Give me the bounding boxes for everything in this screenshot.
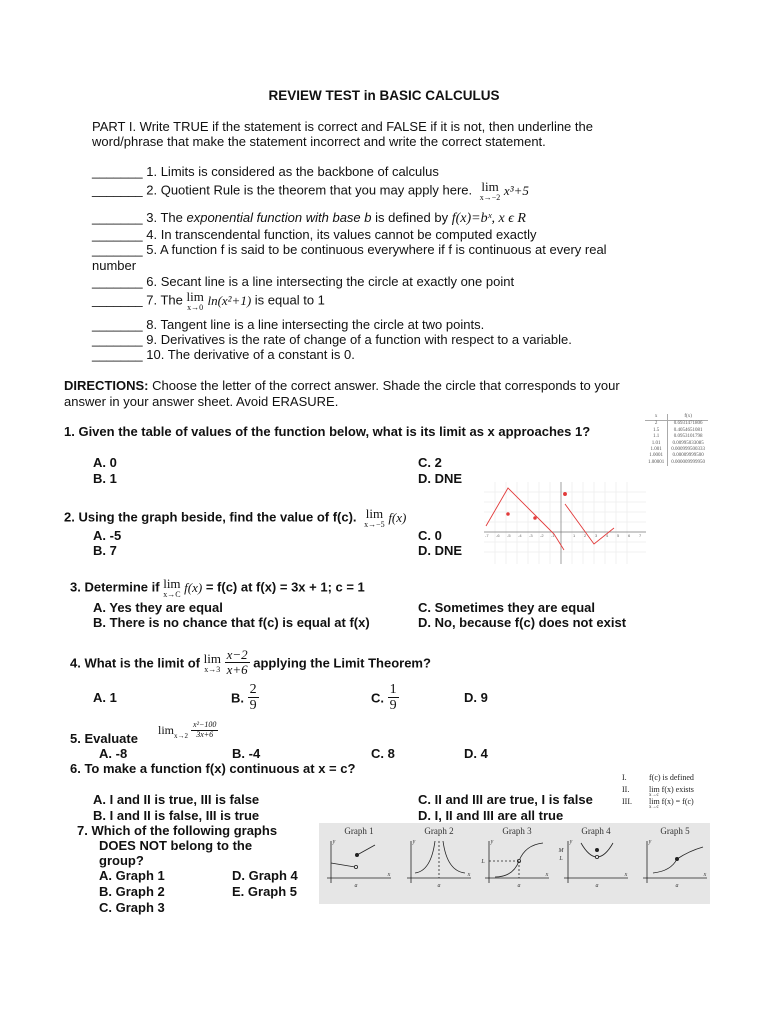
graph-tick-label: -5 [507,533,511,538]
svg-text:y: y [569,839,573,845]
q2-option-c[interactable]: C. 0 [418,528,442,543]
svg-text:y: y [332,839,336,845]
q1-option-c[interactable]: C. 2 [418,455,442,470]
question-1: 1. Given the table of values of the function below, what is its limit as x approaches 1? [64,424,591,439]
q7-option-e[interactable]: E. Graph 5 [232,884,298,899]
graph-point [564,493,567,496]
svg-text:y: y [648,839,652,845]
q3-option-d[interactable]: D. No, because f(c) does not exist [418,615,627,630]
graphs-panel [319,823,710,904]
statement-3: _______ 3. The exponential function with base b is defined by f(x)=bˣ, x ϵ R [92,210,526,226]
table-header-x: x [645,414,668,421]
statement-5: _______ 5. A function f is said to be continuous everywhere if f is continuous at every real [92,242,607,257]
q1-option-b[interactable]: B. 1 [93,471,117,486]
q4-option-c[interactable]: C. $\frac{1}{9}$ [371,682,397,714]
q5-option-b[interactable]: B. -4 [232,746,261,761]
question-7-line1: 7. Which of the following graphs [77,823,278,838]
graph-4-title: Graph 4 [581,826,611,836]
graph-tick-label: 6 [628,533,631,538]
limit-notation: lim x→0 [186,289,204,312]
page-title: REVIEW TEST in BASIC CALCULUS [268,88,500,103]
limit-notation: lim x→C [163,576,181,599]
q7-option-c[interactable]: C. Graph 3 [99,900,165,915]
directions-line2: answer in your answer sheet. Avoid ERASURE. [64,394,339,409]
question-2: 2. Using the graph beside, find the value of f(c). lim x→−5 f(x) [64,506,407,529]
graph-tick-label: 3 [595,533,598,538]
q7-option-d[interactable]: D. Graph 4 [232,868,298,883]
graph-tick-label: -7 [485,533,489,538]
q6-option-d[interactable]: D. I, II and III are all true [418,808,564,823]
q5-option-c[interactable]: C. 8 [371,746,395,761]
question-4: 4. What is the limit of lim x→3 $\frac{x-2}{x+6}$ applying the Limit Theorem? [70,647,431,678]
question-5: 5. Evaluate [70,731,138,746]
statement-4: _______ 4. In transcendental function, its values cannot be computed exactly [92,227,537,242]
continuity-condition-3: III. lim f(x) = f(c) x→c [622,797,694,810]
graph-2-title: Graph 2 [424,826,454,836]
q4-option-a[interactable]: A. 1 [93,690,117,705]
q2-option-a[interactable]: A. -5 [93,528,122,543]
svg-text:x: x [467,872,471,878]
directions-line1: DIRECTIONS: Choose the letter of the correct answer. Shade the circle that corresponds to your [64,378,620,393]
q2-option-d[interactable]: D. DNE [418,543,463,558]
limit-expression: x³+5 [503,183,529,198]
answer-blank[interactable]: _______ [92,292,143,308]
graph-point [534,517,537,520]
statement-9: _______ 9. Derivatives is the rate of change of a function with respect to a variable. [92,332,572,347]
q4-option-b[interactable]: B. $\frac{2}{9}$ [231,682,257,714]
continuity-condition-1: I. f(c) is defined [622,773,694,782]
statement-7: _______ 7. The lim x→0 ln(x²+1) is equal to 1 [92,289,325,312]
statement-5-continued: number [92,258,137,273]
answer-blank[interactable]: _______ [92,227,143,242]
statement-10: _______ 10. The derivative of a constant is 0. [92,347,355,362]
graph-tick-label: -4 [518,533,522,538]
graph-tick-label: 2 [584,533,587,538]
q7-option-b[interactable]: B. Graph 2 [99,884,165,899]
piecewise-graph [484,482,646,564]
q5-option-d[interactable]: D. 4 [464,746,488,761]
continuity-condition-2: II. lim f(x) exists x→c [622,785,694,798]
q3-option-b[interactable]: B. There is no chance that f(c) is equal at f(x) [93,615,370,630]
q7-option-a[interactable]: A. Graph 1 [99,868,165,883]
svg-text:y: y [412,839,416,845]
svg-text:L: L [559,856,563,862]
answer-blank[interactable]: _______ [92,182,143,198]
graph-5-title: Graph 5 [660,826,690,836]
exponential-formula: f(x)=bˣ, x ϵ R [451,211,526,226]
q3-option-a[interactable]: A. Yes they are equal [93,600,223,615]
answer-blank[interactable]: _______ [92,274,143,289]
svg-text:L: L [481,859,485,865]
answer-blank[interactable]: _______ [92,317,143,332]
svg-text:x: x [624,872,628,878]
q6-option-b[interactable]: B. I and II is false, III is true [93,808,260,823]
svg-text:x: x [545,872,549,878]
limit-fraction: $\frac{x-2}{x+6}$ [226,647,248,678]
svg-text:x: x [703,872,707,878]
svg-text:a: a [595,883,599,889]
answer-blank[interactable]: _______ [92,332,143,347]
svg-text:a: a [354,883,358,889]
graph-tick-label: -3 [529,533,533,538]
graph-tick-label: 5 [617,533,620,538]
question-7-line2: DOES NOT belong to the [99,838,253,853]
statement-1: _______ 1. Limits is considered as the backbone of calculus [92,164,439,179]
graph-tick-label: -1 [551,533,555,538]
q1-option-d[interactable]: D. DNE [418,471,463,486]
svg-text:a: a [437,883,441,889]
part1-instruction-line2: word/phrase that make the statement incorrect and write the correct statement. [92,134,546,149]
q6-option-c[interactable]: C. II and III are true, I is false [418,792,593,807]
graph-3-title: Graph 3 [502,826,532,836]
answer-blank[interactable]: _______ [92,347,143,362]
limit-notation: lim x→−2 [479,179,501,202]
answer-blank[interactable]: _______ [92,164,143,179]
graph-tick-label: -2 [540,533,544,538]
answer-blank[interactable]: _______ [92,210,143,225]
question-6: 6. To make a function f(x) continuous at x = c? [70,761,356,776]
table-header-fx: f(x) [668,414,708,421]
q1-option-a[interactable]: A. 0 [93,455,117,470]
q3-option-c[interactable]: C. Sometimes they are equal [418,600,596,615]
statement-2: _______ 2. Quotient Rule is the theorem that you may apply here. lim x→−2 x³+5 [92,179,529,202]
q5-expression: $\lim_{x\to 2}$ $\frac{\text{x²−100}}{3x+6}$ [158,720,217,741]
q5-option-a[interactable]: A. -8 [99,746,128,761]
svg-text:a: a [517,883,521,889]
q4-option-d[interactable]: D. 9 [464,690,488,705]
part1-instruction-line1: PART I. Write TRUE if the statement is correct and FALSE if it is not, then underline the [92,119,593,134]
graph-tick-label: 1 [573,533,576,538]
q2-option-b[interactable]: B. 7 [93,543,117,558]
question-7-line3: group? [99,853,144,868]
limit-notation: lim x→−5 [364,506,385,529]
graph-point [507,513,510,516]
graph-tick-label: 7 [639,533,642,538]
limit-notation: lim x→3 [203,650,221,674]
graph-tick-label: -6 [496,533,500,538]
statement-6: _______ 6. Secant line is a line intersecting the circle at exactly one point [92,274,515,289]
svg-text:y: y [490,839,494,845]
question-3: 3. Determine if lim x→C f(x) = f(c) at f(x) = 3x + 1; c = 1 [70,576,365,599]
svg-text:M: M [558,848,564,854]
statement-8: _______ 8. Tangent line is a line intersecting the circle at two points. [92,317,485,332]
q6-option-a[interactable]: A. I and II is true, III is false [93,792,260,807]
graph-tick-label: 4 [606,533,609,538]
svg-text:x: x [387,872,391,878]
svg-text:a: a [675,883,679,889]
answer-blank[interactable]: _______ [92,242,143,257]
graph-1-title: Graph 1 [344,826,374,836]
values-table: x f(x) 2 0.6931471806 1.5 0.4054651081 1.1 0.0953101798 1.01 0.00995033085 1.001 0.000999500333 1.0001 0.00009999500 1.00001 0.000009999950 [645,414,708,466]
